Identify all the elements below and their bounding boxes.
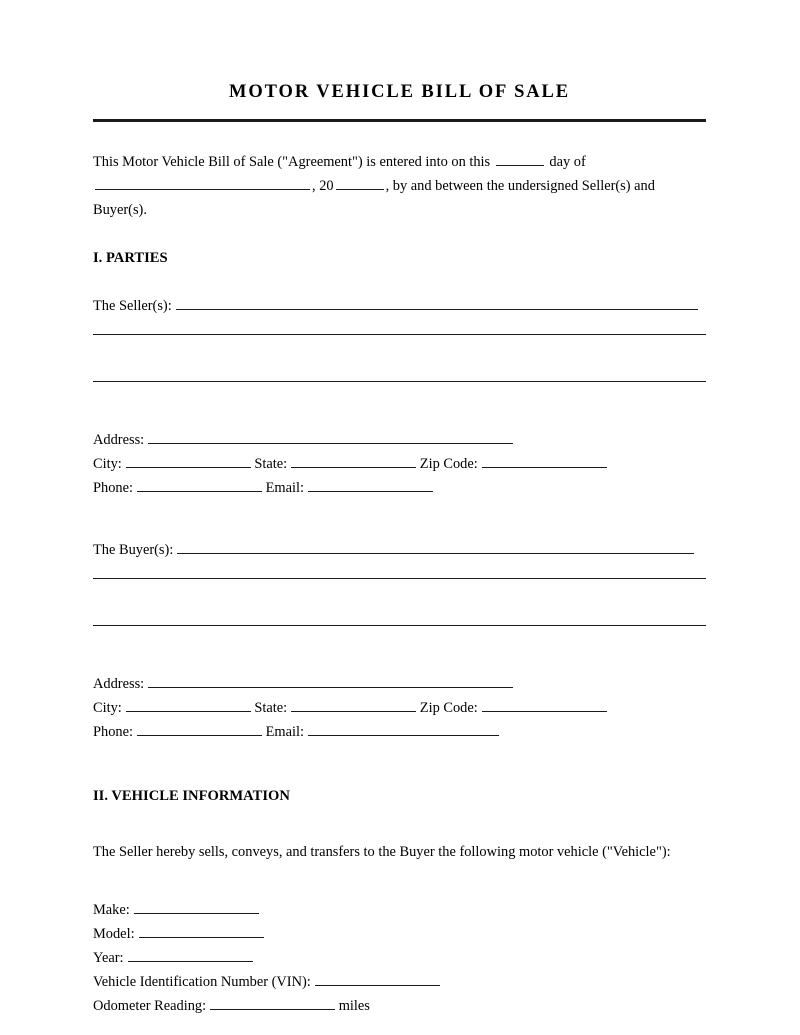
seller-zip-label: Zip Code: (419, 456, 478, 473)
vehicle-model-label: Model: (93, 926, 135, 943)
intro-line-1 (93, 150, 706, 174)
vehicle-model-blank[interactable] (139, 927, 264, 938)
buyer-name-blank-1[interactable] (177, 543, 694, 554)
buyer-zip-blank[interactable] (482, 701, 607, 712)
seller-city-state-zip-row (93, 452, 706, 476)
buyer-email-blank[interactable] (308, 725, 499, 736)
vehicle-model-row (93, 922, 706, 946)
buyer-phone-label: Phone: (93, 724, 133, 741)
vehicle-year-row (93, 946, 706, 970)
vehicle-odometer-label: Odometer Reading: (93, 998, 207, 1015)
year-blank-field[interactable] (336, 179, 384, 190)
buyer-block (93, 538, 706, 626)
buyer-phone-blank[interactable] (137, 725, 262, 736)
buyer-zip-label: Zip Code: (419, 700, 478, 717)
buyer-city-label: City: (93, 700, 122, 717)
intro-text-year-prefix: , 20 (312, 178, 334, 195)
seller-name-blank-1[interactable] (176, 299, 698, 310)
buyer-address-blank[interactable] (148, 677, 513, 688)
day-blank-field[interactable] (496, 155, 544, 166)
vehicle-year-label: Year: (93, 950, 124, 967)
seller-city-blank[interactable] (126, 457, 251, 468)
seller-address-blank[interactable] (148, 433, 513, 444)
vehicle-odometer-unit: miles (338, 998, 370, 1015)
vehicle-make-blank[interactable] (134, 903, 259, 914)
buyer-address-row (93, 672, 706, 696)
seller-email-label: Email: (265, 480, 304, 497)
title-divider (93, 119, 706, 122)
seller-name-row (93, 294, 706, 318)
vehicle-odometer-row (93, 994, 706, 1018)
seller-label: The Seller(s): (93, 298, 172, 315)
vehicle-vin-label: Vehicle Identification Number (VIN): (93, 974, 311, 991)
seller-phone-label: Phone: (93, 480, 133, 497)
seller-zip-blank[interactable] (482, 457, 607, 468)
seller-state-blank[interactable] (291, 457, 416, 468)
document-content (93, 0, 706, 1018)
buyer-state-blank[interactable] (291, 701, 416, 712)
vehicle-intro-paragraph: The Seller hereby sells, conveys, and transfers to the Buyer the following motor vehicle ("Vehicle"): (93, 844, 671, 861)
vehicle-vin-blank[interactable] (315, 975, 440, 986)
vehicle-year-blank[interactable] (128, 951, 253, 962)
intro-text-before-day-blank: This Motor Vehicle Bill of Sale ("Agreement") is entered into on this (93, 154, 491, 171)
intro-text-day-of: day of (549, 154, 586, 171)
buyer-address-label: Address: (93, 676, 145, 693)
buyer-state-label: State: (254, 700, 288, 717)
page-title: MOTOR VEHICLE BILL OF SALE (228, 82, 571, 102)
intro-paragraph (93, 150, 706, 222)
seller-city-label: City: (93, 456, 122, 473)
seller-phone-blank[interactable] (137, 481, 262, 492)
intro-text-parties-suffix: , by and between the undersigned Seller(s) and Buyer(s). (93, 178, 655, 219)
seller-block (93, 294, 706, 382)
seller-address-row (93, 428, 706, 452)
buyer-name-row (93, 538, 706, 562)
buyer-city-state-zip-row (93, 696, 706, 720)
buyer-city-blank[interactable] (126, 701, 251, 712)
vehicle-make-label: Make: (93, 902, 130, 919)
section-heading-vehicle-information: II. VEHICLE INFORMATION (93, 788, 290, 805)
seller-phone-email-row (93, 476, 706, 500)
seller-address-label: Address: (93, 432, 145, 449)
intro-line-2 (93, 174, 706, 222)
buyer-email-label: Email: (265, 724, 304, 741)
buyer-label: The Buyer(s): (93, 542, 174, 559)
vehicle-make-row (93, 898, 706, 922)
buyer-phone-email-row (93, 720, 706, 744)
seller-state-label: State: (254, 456, 288, 473)
vehicle-vin-row (93, 970, 706, 994)
section-heading-parties: I. PARTIES (93, 250, 168, 267)
month-blank-field[interactable] (95, 179, 310, 190)
seller-email-blank[interactable] (308, 481, 433, 492)
vehicle-odometer-blank[interactable] (210, 999, 335, 1010)
